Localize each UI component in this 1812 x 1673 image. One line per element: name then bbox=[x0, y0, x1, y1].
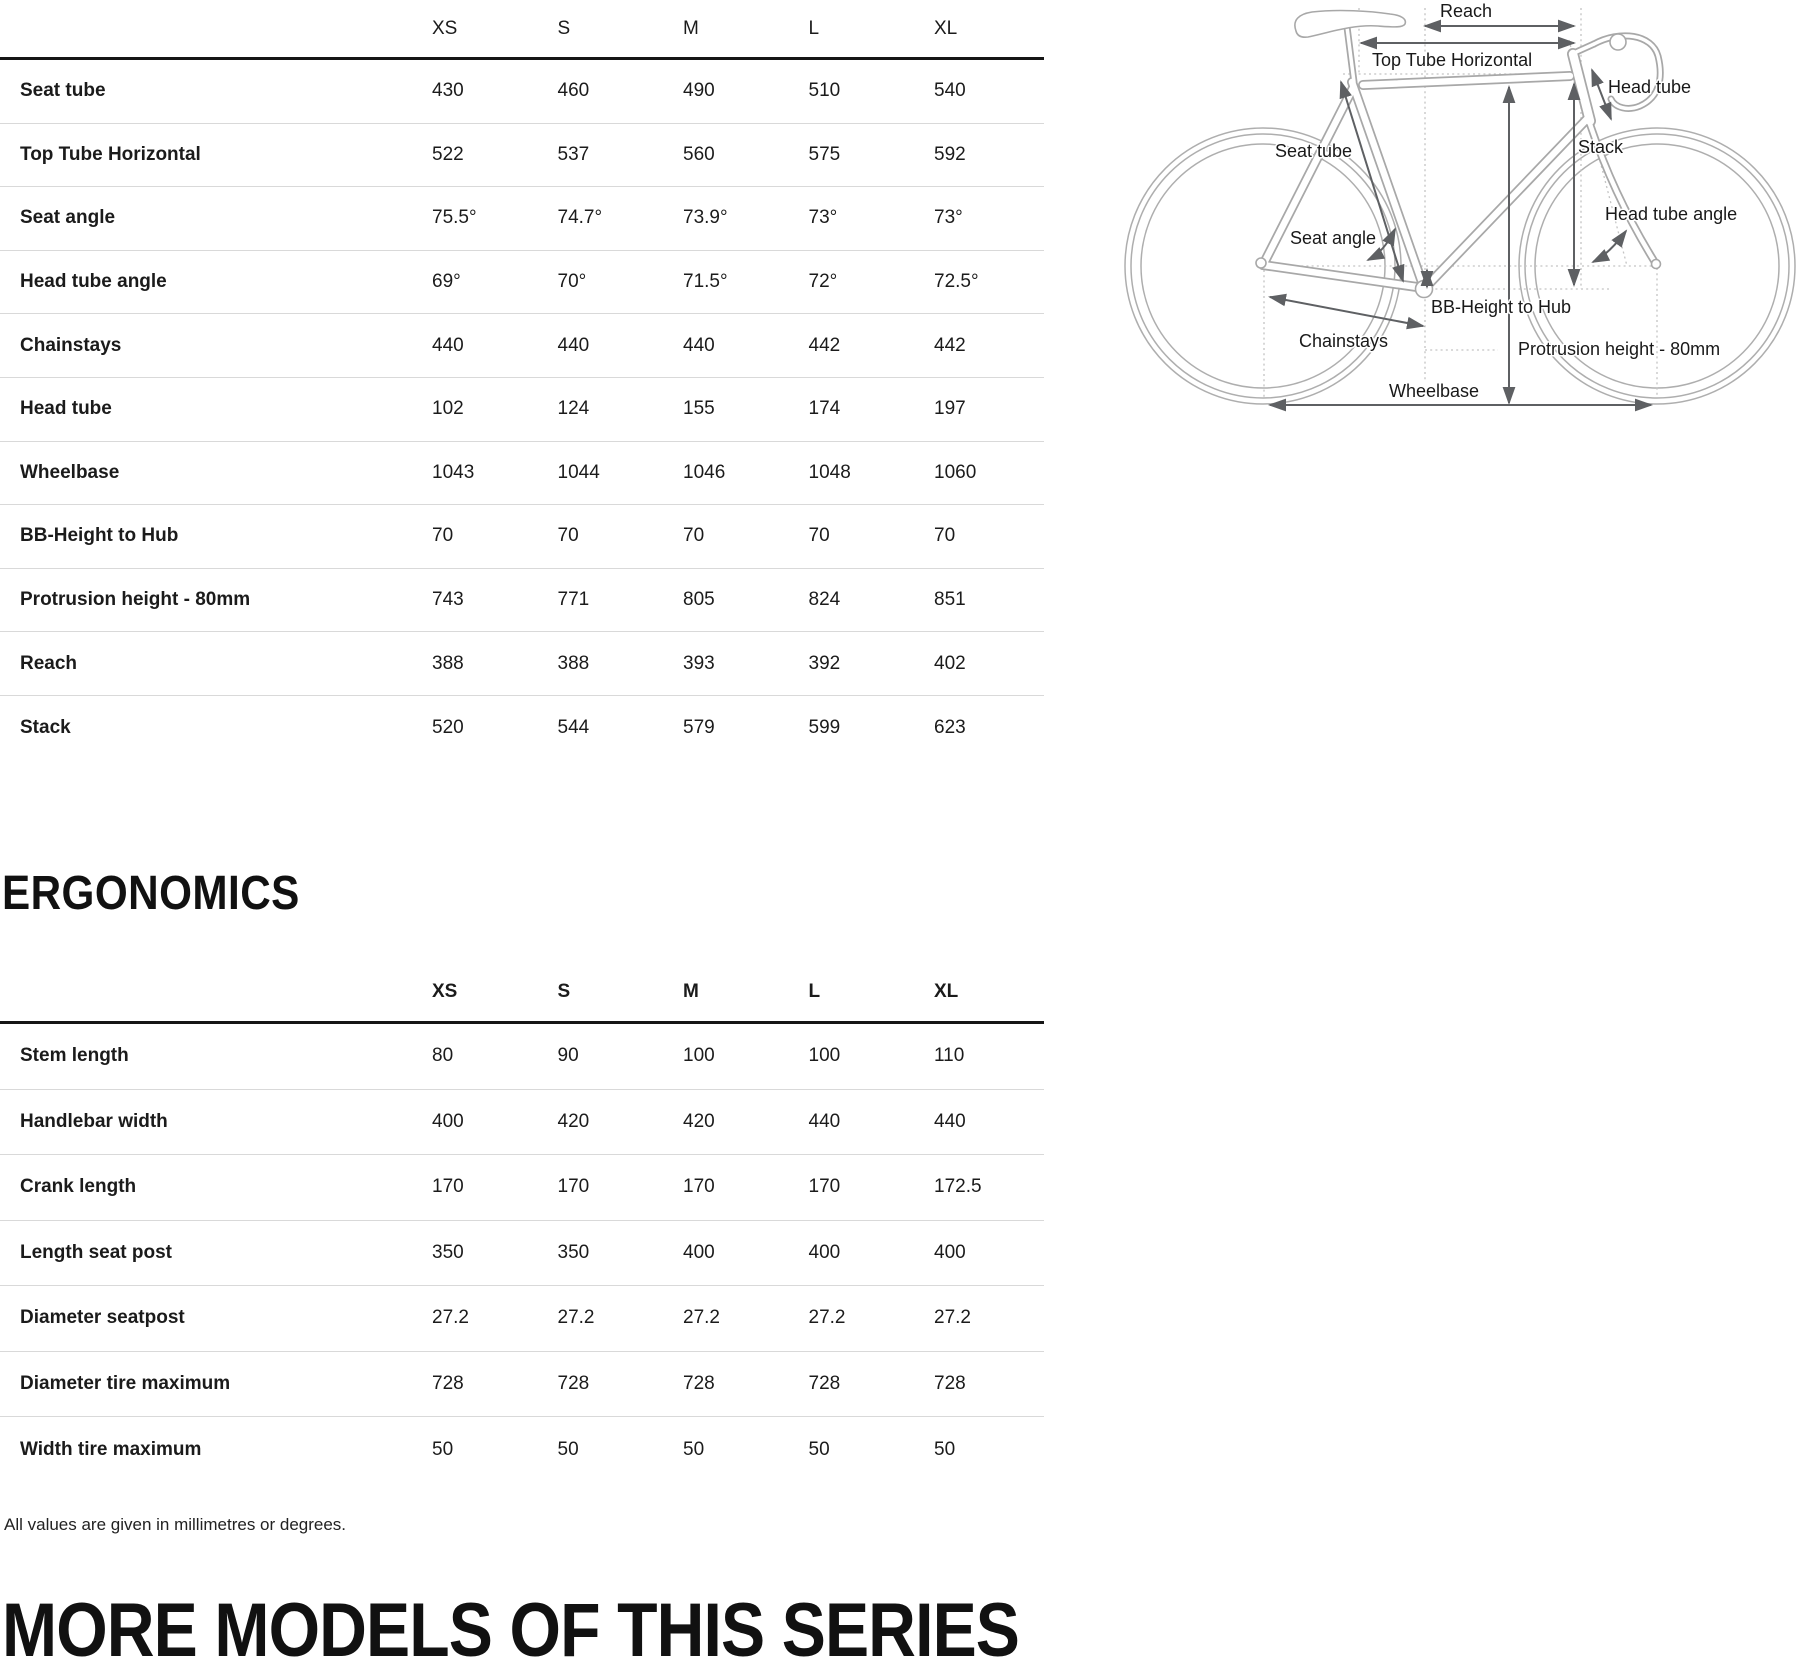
cell-l: 728 bbox=[808, 1372, 841, 1394]
row-label: Chainstays bbox=[20, 334, 122, 356]
cell-xs: 80 bbox=[432, 1045, 454, 1067]
row-label: Stack bbox=[20, 716, 71, 738]
cell-xs: 440 bbox=[432, 334, 464, 356]
table-row bbox=[0, 1352, 1044, 1418]
cell-m: 728 bbox=[683, 1372, 715, 1394]
bb-height-label: BB-Height to Hub bbox=[1431, 297, 1572, 317]
protrusion-label: Protrusion height - 80mm bbox=[1518, 339, 1721, 359]
cell-xs: 388 bbox=[432, 652, 464, 674]
cell-l: 1048 bbox=[808, 461, 851, 483]
ergonomics-table bbox=[0, 963, 1044, 1483]
cell-l: 575 bbox=[808, 143, 841, 165]
row-label: Stem length bbox=[20, 1045, 129, 1067]
col-header-l: L bbox=[808, 17, 820, 39]
head-tube-angle-label: Head tube angle bbox=[1605, 204, 1738, 224]
stack-label: Stack bbox=[1578, 137, 1624, 157]
row-label: Diameter seatpost bbox=[20, 1307, 185, 1329]
table-row bbox=[0, 696, 1044, 760]
cell-s: 1044 bbox=[557, 461, 600, 483]
col-header-l: L bbox=[808, 981, 821, 1002]
table-row bbox=[0, 187, 1044, 251]
cell-xl: 72.5° bbox=[934, 271, 979, 293]
row-label: Crank length bbox=[20, 1176, 137, 1198]
table-row bbox=[0, 378, 1044, 442]
row-label: Head tube bbox=[20, 398, 112, 420]
table-row bbox=[0, 1090, 1044, 1156]
cell-m: 805 bbox=[683, 589, 715, 611]
top-tube-horizontal-label: Top Tube Horizontal bbox=[1372, 50, 1533, 70]
cell-xl: 110 bbox=[934, 1045, 965, 1067]
col-header-xl: XL bbox=[934, 981, 959, 1002]
row-label: Reach bbox=[20, 652, 78, 674]
cell-s: 170 bbox=[557, 1176, 590, 1198]
cell-xs: 1043 bbox=[432, 461, 475, 483]
cell-s: 440 bbox=[557, 334, 590, 356]
cell-s: 27.2 bbox=[557, 1307, 595, 1329]
col-header-m: M bbox=[683, 981, 699, 1002]
cell-m: 70 bbox=[683, 525, 705, 547]
bike-geometry-diagram bbox=[1100, 0, 1812, 530]
col-header-m: M bbox=[683, 17, 699, 39]
cell-s: 544 bbox=[557, 716, 590, 738]
cell-m: 400 bbox=[683, 1241, 715, 1263]
table-row bbox=[0, 1024, 1044, 1090]
cell-s: 124 bbox=[557, 398, 590, 420]
cell-xl: 592 bbox=[934, 143, 966, 165]
table-row bbox=[0, 60, 1044, 124]
cell-m: 73.9° bbox=[683, 207, 728, 229]
row-label: Width tire maximum bbox=[20, 1438, 202, 1460]
cell-s: 388 bbox=[557, 652, 590, 674]
cell-xl: 197 bbox=[934, 398, 966, 420]
cell-s: 771 bbox=[557, 589, 590, 611]
table-row bbox=[0, 569, 1044, 633]
geometry-table bbox=[0, 0, 1044, 760]
cell-xs: 27.2 bbox=[432, 1307, 469, 1329]
cell-m: 50 bbox=[683, 1438, 705, 1460]
cell-l: 27.2 bbox=[808, 1307, 846, 1329]
cell-xs: 520 bbox=[432, 716, 464, 738]
cell-s: 70 bbox=[557, 525, 579, 547]
cell-xs: 728 bbox=[432, 1372, 464, 1394]
row-label: Seat tube bbox=[20, 80, 106, 102]
cell-xl: 70 bbox=[934, 525, 956, 547]
cell-l: 440 bbox=[808, 1110, 841, 1132]
table-row bbox=[0, 251, 1044, 315]
cell-xs: 75.5° bbox=[432, 207, 477, 229]
ergonomics-table-header bbox=[0, 963, 1044, 1024]
bottom-bracket-icon bbox=[1416, 281, 1433, 298]
cell-m: 155 bbox=[683, 398, 715, 420]
cell-xl: 540 bbox=[934, 80, 966, 102]
units-footnote: All values are given in millimetres or degrees. bbox=[4, 1515, 347, 1534]
table-row bbox=[0, 1221, 1044, 1287]
cell-l: 824 bbox=[808, 589, 841, 611]
geometry-table-header bbox=[0, 0, 1044, 60]
reach-label: Reach bbox=[1439, 1, 1493, 21]
cell-xl: 442 bbox=[934, 334, 966, 356]
more-models-heading: MORE MODELS OF THIS SERIES bbox=[2, 1588, 1020, 1673]
col-header-xs: XS bbox=[432, 17, 458, 39]
cell-m: 1046 bbox=[683, 461, 726, 483]
chainstays-label: Chainstays bbox=[1299, 331, 1389, 351]
cell-l: 170 bbox=[808, 1176, 841, 1198]
row-label: Top Tube Horizontal bbox=[20, 143, 201, 165]
rear-dropout-icon bbox=[1256, 258, 1266, 268]
cell-s: 50 bbox=[557, 1438, 579, 1460]
cell-s: 537 bbox=[557, 143, 590, 165]
seat-tube-label: Seat tube bbox=[1275, 141, 1353, 161]
cell-xs: 170 bbox=[432, 1176, 464, 1198]
cell-xl: 1060 bbox=[934, 461, 977, 483]
table-row bbox=[0, 1155, 1044, 1221]
cell-l: 400 bbox=[808, 1241, 841, 1263]
table-row bbox=[0, 1286, 1044, 1352]
cell-xl: 50 bbox=[934, 1438, 956, 1460]
cell-xl: 851 bbox=[934, 589, 966, 611]
cell-xl: 440 bbox=[934, 1110, 966, 1132]
cell-l: 442 bbox=[808, 334, 841, 356]
row-label: Handlebar width bbox=[20, 1110, 168, 1132]
cell-s: 460 bbox=[557, 80, 590, 102]
table-row bbox=[0, 632, 1044, 696]
col-header-s: S bbox=[557, 981, 571, 1002]
cell-xl: 402 bbox=[934, 652, 966, 674]
seat-angle-label: Seat angle bbox=[1290, 228, 1377, 248]
cell-m: 170 bbox=[683, 1176, 715, 1198]
table-row bbox=[0, 314, 1044, 378]
cell-l: 50 bbox=[808, 1438, 830, 1460]
cell-l: 392 bbox=[808, 652, 841, 674]
cell-xs: 350 bbox=[432, 1241, 464, 1263]
cell-xs: 70 bbox=[432, 525, 454, 547]
table-row bbox=[0, 442, 1044, 506]
chainstays-arrow bbox=[1270, 297, 1423, 326]
cell-m: 393 bbox=[683, 652, 715, 674]
cell-xs: 50 bbox=[432, 1438, 454, 1460]
cell-l: 72° bbox=[808, 271, 838, 293]
cell-m: 490 bbox=[683, 80, 715, 102]
cell-l: 73° bbox=[808, 207, 838, 229]
table-row bbox=[0, 124, 1044, 188]
cell-xl: 27.2 bbox=[934, 1307, 971, 1329]
head-tube-label: Head tube bbox=[1608, 77, 1692, 97]
handlebar-clamp-icon bbox=[1610, 34, 1626, 50]
table-row bbox=[0, 1417, 1044, 1483]
row-label: Protrusion height - 80mm bbox=[20, 589, 251, 611]
cell-m: 420 bbox=[683, 1110, 715, 1132]
row-label: Length seat post bbox=[20, 1241, 173, 1263]
cell-xl: 623 bbox=[934, 716, 966, 738]
cell-xs: 69° bbox=[432, 271, 461, 293]
row-label: BB-Height to Hub bbox=[20, 525, 179, 547]
cell-l: 599 bbox=[808, 716, 841, 738]
cell-m: 579 bbox=[683, 716, 715, 738]
col-header-xl: XL bbox=[934, 17, 958, 39]
cell-xl: 400 bbox=[934, 1241, 966, 1263]
row-label: Seat angle bbox=[20, 207, 116, 229]
cell-l: 100 bbox=[808, 1045, 841, 1067]
cell-xs: 743 bbox=[432, 589, 464, 611]
cell-xl: 172.5 bbox=[934, 1176, 982, 1198]
cell-s: 728 bbox=[557, 1372, 590, 1394]
front-dropout-icon bbox=[1652, 260, 1661, 269]
cell-m: 440 bbox=[683, 334, 715, 356]
wheelbase-label: Wheelbase bbox=[1389, 381, 1480, 401]
cell-xl: 728 bbox=[934, 1372, 966, 1394]
col-header-s: S bbox=[557, 17, 571, 39]
cell-l: 70 bbox=[808, 525, 830, 547]
cell-l: 174 bbox=[808, 398, 841, 420]
cell-s: 90 bbox=[557, 1045, 579, 1067]
cell-xs: 400 bbox=[432, 1110, 464, 1132]
cell-s: 74.7° bbox=[557, 207, 603, 229]
head-angle-arc bbox=[1593, 231, 1626, 262]
table-row bbox=[0, 505, 1044, 569]
cell-m: 560 bbox=[683, 143, 715, 165]
cell-m: 100 bbox=[683, 1045, 715, 1067]
cell-xs: 102 bbox=[432, 398, 464, 420]
cell-xs: 430 bbox=[432, 80, 464, 102]
cell-l: 510 bbox=[808, 80, 841, 102]
cell-s: 350 bbox=[557, 1241, 590, 1263]
cell-xs: 522 bbox=[432, 143, 464, 165]
row-label: Wheelbase bbox=[20, 461, 120, 483]
cell-m: 71.5° bbox=[683, 271, 728, 293]
row-label: Head tube angle bbox=[20, 271, 167, 293]
row-label: Diameter tire maximum bbox=[20, 1372, 231, 1394]
col-header-xs: XS bbox=[432, 981, 458, 1002]
cell-xl: 73° bbox=[934, 207, 963, 229]
cell-s: 70° bbox=[557, 271, 587, 293]
cell-m: 27.2 bbox=[683, 1307, 720, 1329]
ergonomics-heading: ERGONOMICS bbox=[2, 867, 300, 920]
cell-s: 420 bbox=[557, 1110, 590, 1132]
